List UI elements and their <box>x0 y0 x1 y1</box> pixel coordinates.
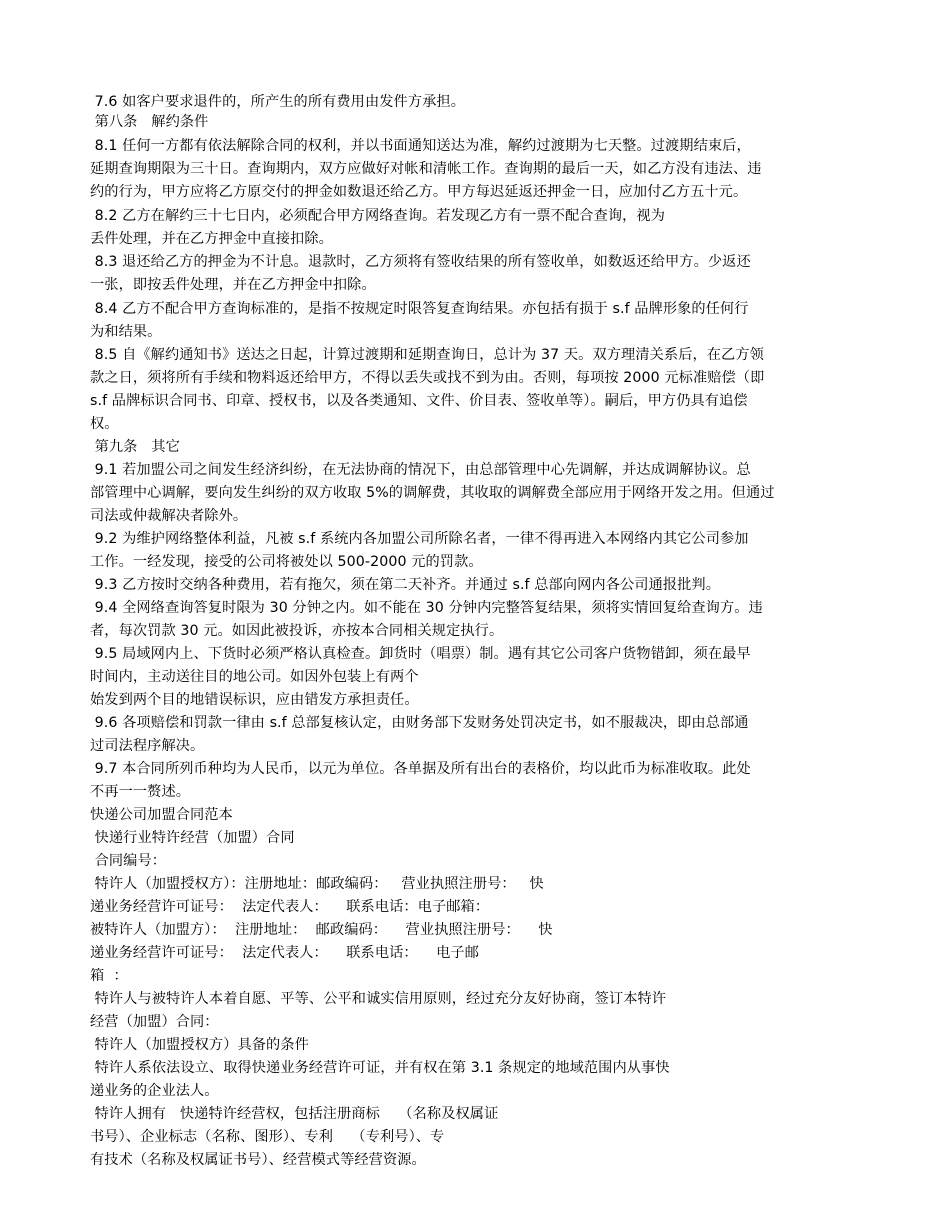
document-title: 快递公司加盟合同范本 <box>90 807 233 823</box>
text-line: 权。 <box>90 416 119 432</box>
text-line: 司法或仲裁解决者除外。 <box>90 508 248 524</box>
text-line: 特许人系依法设立、取得快递业务经营许可证，并有权在第 3.1 条规定的地域范围内从事快 <box>90 1060 670 1076</box>
text-line: s.f 品牌标识合同书、印章、授权书，以及各类通知、文件、价目表、签收单等）。嗣后，甲方仍具有追偿 <box>90 393 748 409</box>
text-line: 为和结果。 <box>90 324 162 340</box>
text-line: 延期查询期限为三十日。查询期内，双方应做好对帐和清帐工作。查询期的最后一天，如乙方没有违法、违 <box>90 161 762 177</box>
text-line: 8.3 退还给乙方的押金为不计息。退款时，乙方须将有签收结果的所有签收单，如数返还给甲方。少返还 <box>90 254 751 270</box>
text-line: 合同编号： <box>90 853 167 869</box>
text-line: 递业务经营许可证号： 法定代表人： 联系电话： 电子邮 <box>90 945 479 961</box>
text-line: 特许人（加盟授权方）具备的条件 <box>90 1037 309 1053</box>
text-line: 7.6 如客户要求退件的，所产生的所有费用由发件方承担。 <box>90 94 465 110</box>
text-line: 约的行为，甲方应将乙方原交付的押金如数退还给乙方。甲方每迟延返还押金一日，应加付乙方五十元。 <box>90 184 748 200</box>
text-line: 始发到两个目的地错误标识，应由错发方承担责任。 <box>90 692 419 708</box>
text-line: 8.1 任何一方都有依法解除合同的权利，并以书面通知送达为准，解约过渡期为七天整。过渡期结束后， <box>90 138 751 154</box>
text-line: 8.2 乙方在解约三十七日内，必须配合甲方网络查询。若发现乙方有一票不配合查询，视为 <box>90 208 666 224</box>
section-heading: 第九条 其它 <box>90 439 180 455</box>
text-line: 经营（加盟）合同： <box>90 1014 219 1030</box>
text-line: 9.6 各项赔偿和罚款一律由 s.f 总部复核认定，由财务部下发财务处罚决定书，如不服裁决，即由总部通 <box>90 715 749 731</box>
text-line: 款之日，须将所有手续和物料返还给甲方，不得以丢失或找不到为由。否则，每项按 2000 元标准赔偿（即 <box>90 370 765 386</box>
text-line: 工作。一经发现，接受的公司将被处以 500-2000 元的罚款。 <box>90 554 483 570</box>
text-line: 递业务经营许可证号： 法定代表人： 联系电话：电子邮箱： <box>90 899 490 915</box>
text-line: 9.5 局域网内上、下货时必须严格认真检查。卸货时（唱票）制。遇有其它公司客户货物错卸，须在最早 <box>90 646 751 662</box>
text-line: 者，每次罚款 30 元。如因此被投诉，亦按本合同相关规定执行。 <box>90 623 504 639</box>
text-line: 书号）、企业标志（名称、图形）、专利 （专利号）、专 <box>90 1129 445 1145</box>
text-line: 有技术（名称及权属证书号）、经营模式等经营资源。 <box>90 1152 426 1168</box>
text-line: 过司法程序解决。 <box>90 738 205 754</box>
text-line: 递业务的企业法人。 <box>90 1083 219 1099</box>
contract-heading: 快递行业特许经营（加盟）合同 <box>90 830 295 846</box>
text-line: 特许人（加盟授权方）：注册地址：邮政编码： 营业执照注册号： 快 <box>90 876 544 892</box>
text-line: 特许人拥有 快递特许经营权，包括注册商标 （名称及权属证 <box>90 1106 499 1122</box>
text-line: 特许人与被特许人本着自愿、平等、公平和诚实信用原则，经过充分友好协商，签订本特许 <box>90 991 667 1007</box>
text-line: 9.4 全网络查询答复时限为 30 分钟之内。如不能在 30 分钟内完整答复结果，须将实情回复给查询方。违 <box>90 600 763 616</box>
text-line: 9.2 为维护网络整体利益，凡被 s.f 系统内各加盟公司所除名者，一律不得再进入本网络内其它公司参加 <box>90 531 749 547</box>
text-line: 箱 ： <box>90 968 128 984</box>
text-line: 部管理中心调解，要向发生纠纷的双方收取 5%的调解费，其收取的调解费全部应用于网络开发之用。但通过 <box>90 485 775 501</box>
text-line: 9.7 本合同所列币种均为人民币，以元为单位。各单据及所有出台的表格价，均以此币为标准收取。此处 <box>90 761 751 777</box>
text-line: 不再一一赘述。 <box>90 784 191 800</box>
text-line: 丢件处理，并在乙方押金中直接扣除。 <box>90 231 333 247</box>
text-line: 8.5 自《解约通知书》送达之日起，计算过渡期和延期查询日，总计为 37 天。双方理清关系后，在乙方领 <box>90 347 764 363</box>
text-line: 被特许人（加盟方）： 注册地址： 邮政编码： 营业执照注册号： 快 <box>90 922 553 938</box>
section-heading: 第八条 解约条件 <box>90 114 209 130</box>
text-line: 一张，即按丢件处理，并在乙方押金中扣除。 <box>90 277 376 293</box>
text-line: 8.4 乙方不配合甲方查询标准的，是指不按规定时限答复查询结果。亦包括有损于 s.f 品牌形象的任何行 <box>90 301 749 317</box>
text-line: 时间内，主动送往目的地公司。如因外包装上有两个 <box>90 669 419 685</box>
text-line: 9.1 若加盟公司之间发生经济纠纷，在无法协商的情况下，由总部管理中心先调解，并达成调解协议。总 <box>90 462 751 478</box>
text-line: 9.3 乙方按时交纳各种费用，若有拖欠，须在第二天补齐。并通过 s.f 总部向网内各公司通报批判。 <box>90 577 721 593</box>
